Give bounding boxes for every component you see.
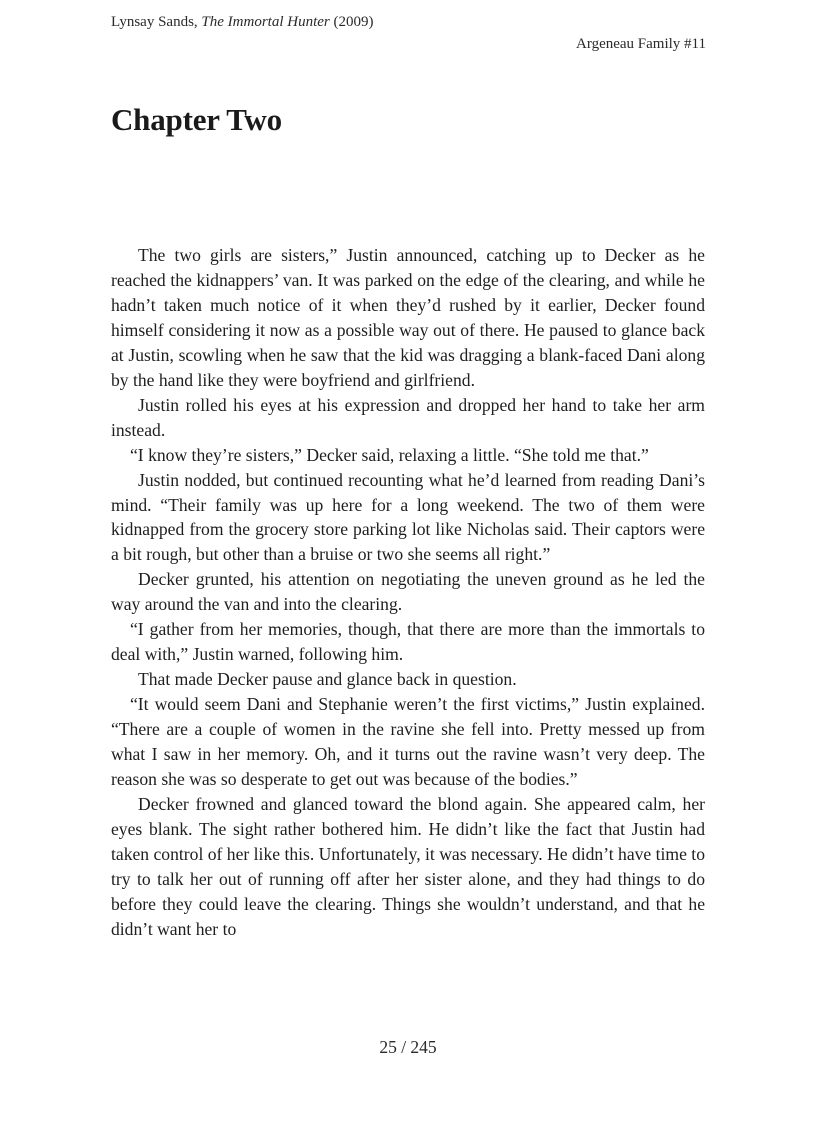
running-header-book-info [111, 13, 374, 31]
header-book-title: The Immortal Hunter [201, 14, 330, 30]
chapter-body [111, 243, 705, 942]
paragraph: Justin nodded, but continued recounting what he’d learned from reading Dani’s mind. “Their family was up here for a long weekend. The two of them were kidnapped from the grocery store parking lot like Nicholas said. Their captors were a bit rough, but other than a bruise or two she seems all right.” [111, 469, 705, 565]
header-author: Lynsay Sands, [111, 14, 202, 30]
page-number: 25 / 245 [379, 1037, 437, 1057]
paragraph: Justin rolled his eyes at his expression and dropped her hand to take her arm instead. [111, 394, 705, 440]
header-year: (2009) [329, 14, 374, 30]
paragraph: That made Decker pause and glance back in question. [138, 669, 517, 690]
paragraph: Decker grunted, his attention on negotiating the uneven ground as he led the way around the van and into the clearing. [111, 569, 705, 615]
running-header-series: Argeneau Family #11 [576, 36, 706, 52]
paragraph: “I gather from her memories, though, that there are more than the immortals to deal with,” Justin warned, following him. [111, 619, 705, 665]
chapter-title: Chapter Two [111, 102, 282, 137]
paragraph: Decker frowned and glanced toward the blond again. She appeared calm, her eyes blank. The sight rather bothered him. He didn’t like the fact that Justin had taken control of her like this. Unfortunately, it was necessary. He didn’t have time to try to talk her out of running off after her sister alone, and they had things to do before they could leave the clearing. Things she wouldn’t understand, and that he didn’t want her to [111, 793, 705, 939]
paragraph: “It would seem Dani and Stephanie weren’t the first victims,” Justin explained. “There are a couple of women in the ravine she fell into. Pretty messed up from what I saw in her memory. Oh, and it turns out the ravine wasn’t very deep. The reason she was so desperate to get out was because of the bodies.” [111, 694, 705, 790]
paragraph: “I know they’re sisters,” Decker said, relaxing a little. “She told me that.” [130, 444, 649, 465]
paragraph: The two girls are sisters,” Justin announced, catching up to Decker as he reached the kidnappers’ van. It was parked on the edge of the clearing, and while he hadn’t taken much notice of it when they’d rushed by it earlier, Decker found himself considering it now as a possible way out of there. He paused to glance back at Justin, scowling when he saw that the kid was dragging a blank-faced Dani along by the hand like they were boyfriend and girlfriend. [111, 245, 705, 390]
